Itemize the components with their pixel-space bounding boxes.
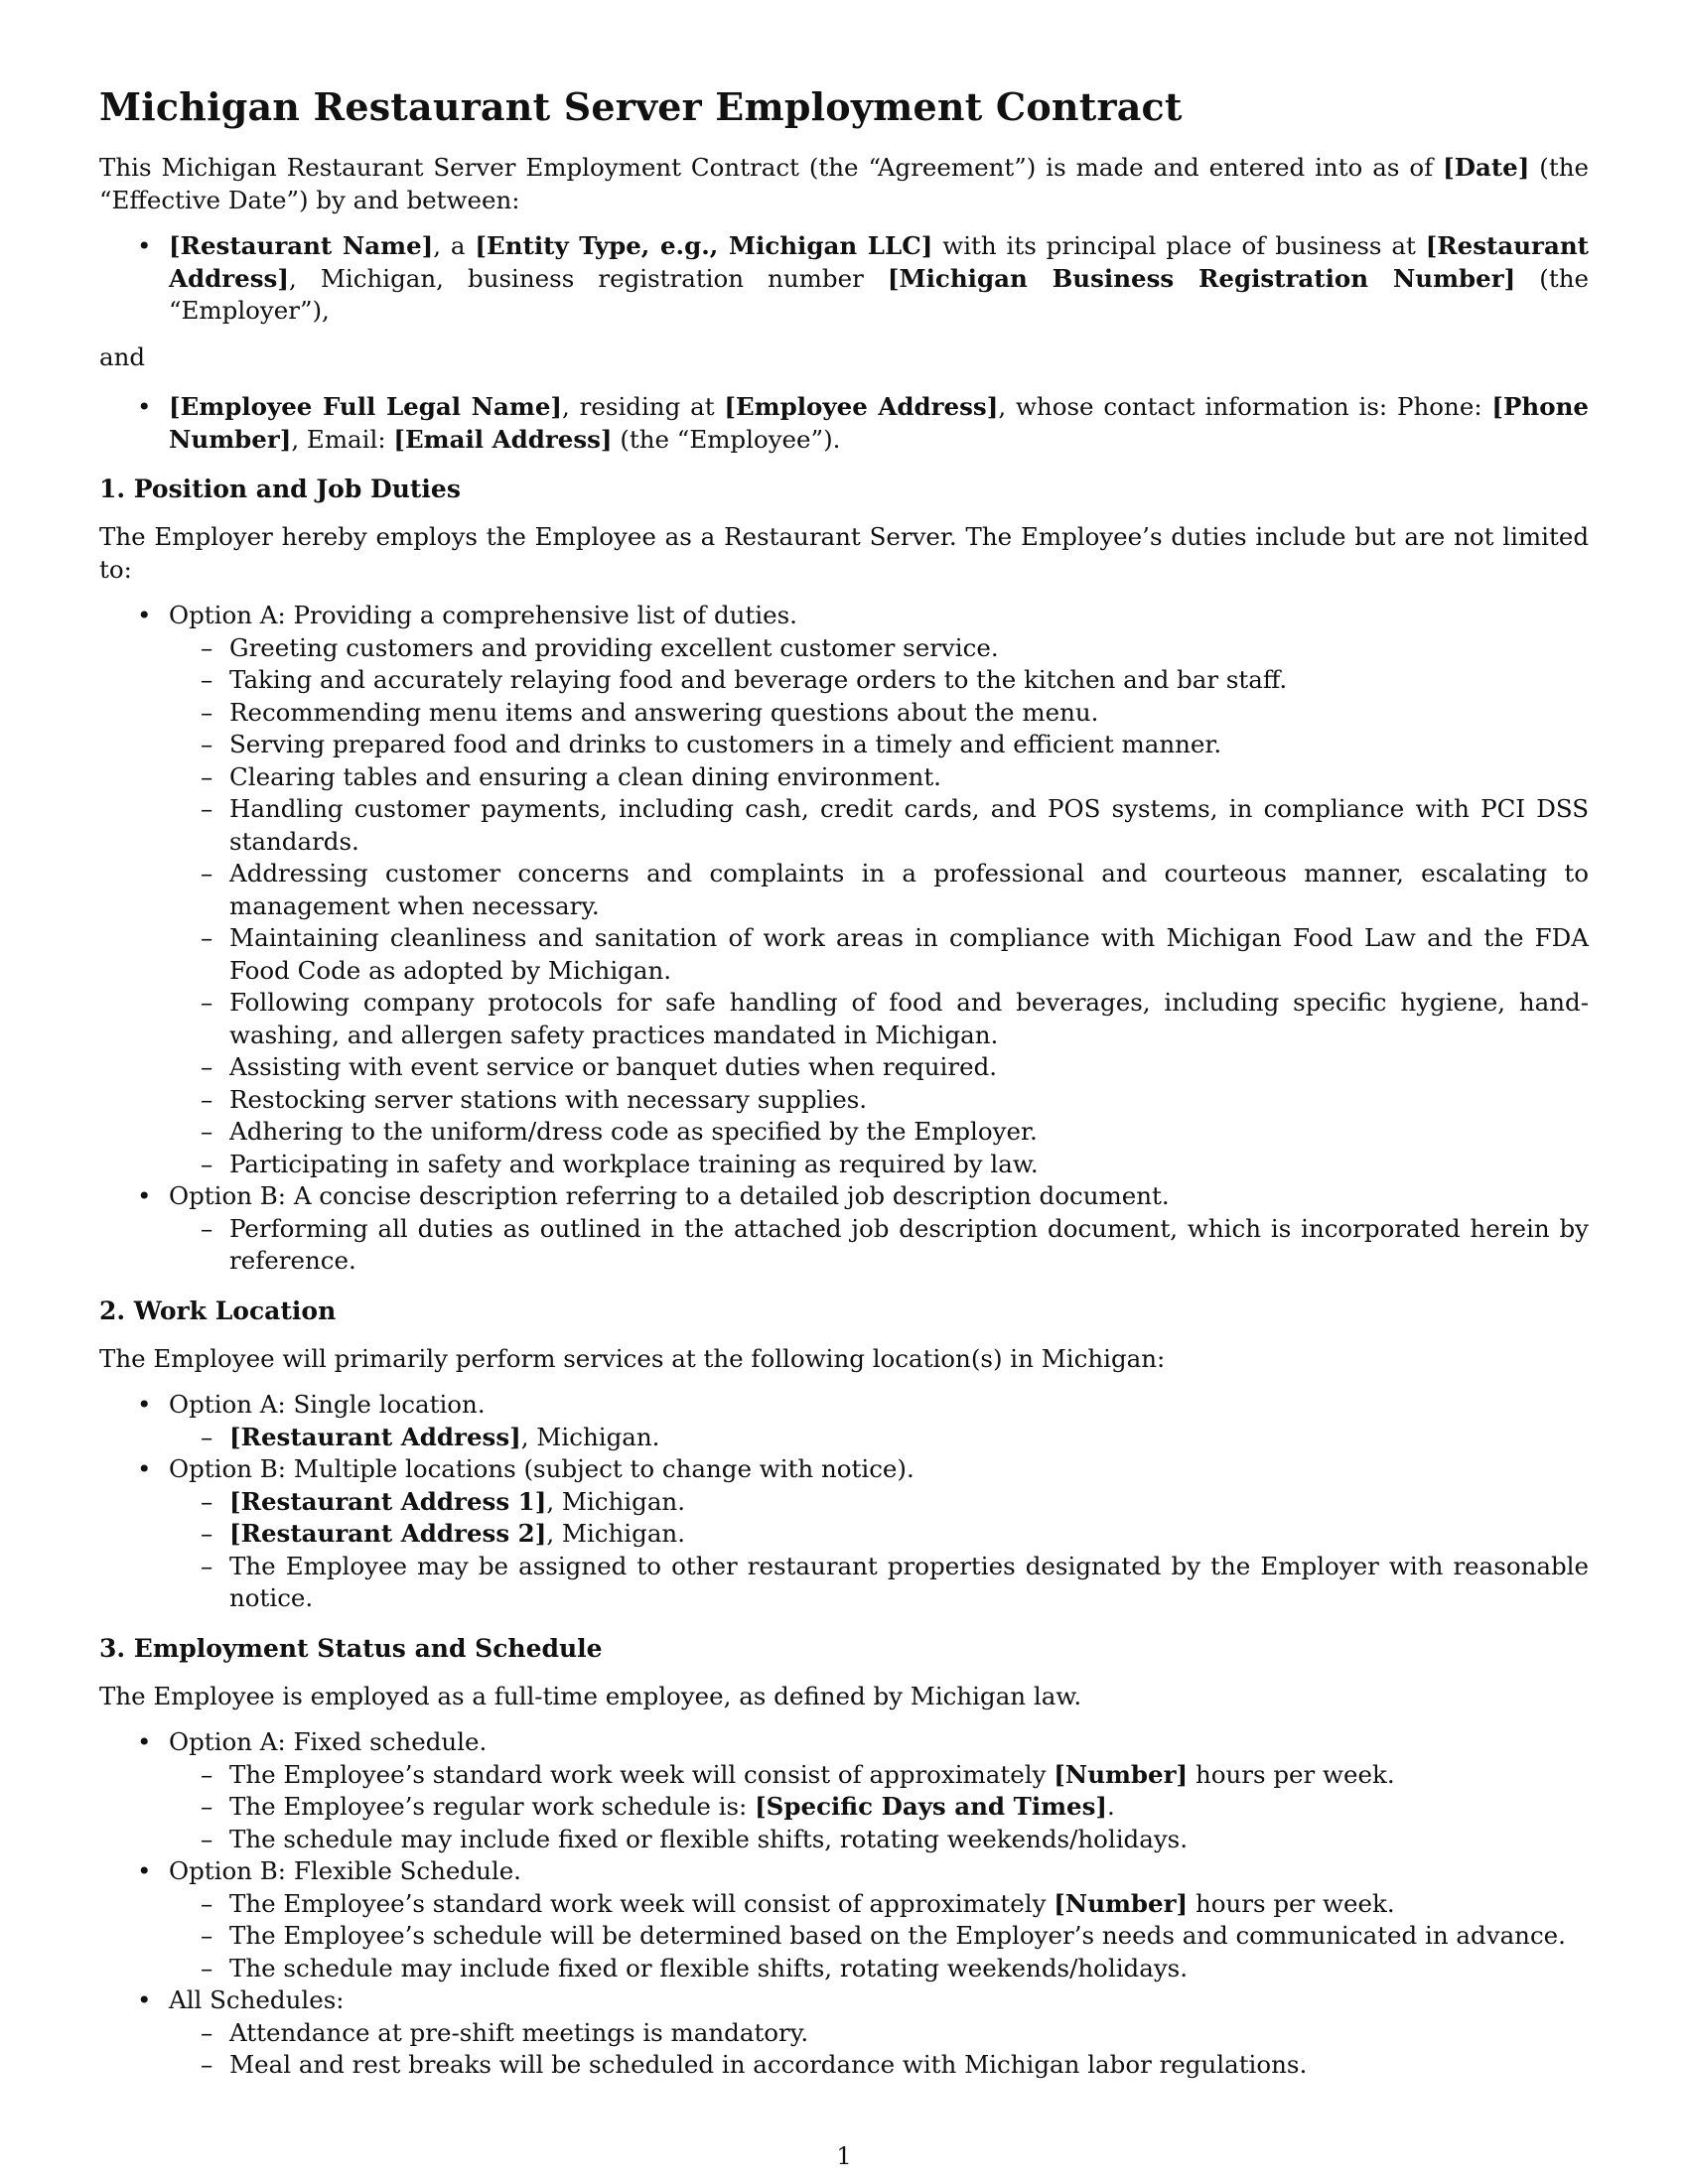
duty-item: – Restocking server stations with necessary supplies.: [169, 1084, 1589, 1117]
option-b-schedule: • Option B: Flexible Schedule. – The Employee’s standard work week will consist of approximately [Number] hours per week. – The Employee’s schedule will be determined based on the Employer’s needs and communicated in advance. – The schedule may include fixed or flexible shifts, rotating weekends/holidays.: [99, 1855, 1589, 1984]
employee-address-placeholder: [Employee Address]: [724, 392, 999, 421]
restaurant-name-placeholder: [Restaurant Name]: [169, 231, 434, 260]
duty-item: – Following company protocols for safe handling of food and beverages, including specific hygiene, hand-washing, and allergen safety practices mandated in Michigan.: [169, 987, 1589, 1051]
duty-item: – Performing all duties as outlined in the attached job description document, which is incorporated herein by reference.: [169, 1213, 1589, 1278]
employer-party: • [Restaurant Name], a [Entity Type, e.g., Michigan LLC] with its principal place of business at [Restaurant Address], Michigan, business registration number [Michigan Business Registration Number] (the “Employer”),: [99, 230, 1589, 328]
hours-number-placeholder: [Number]: [1054, 1888, 1189, 1918]
schedule-item: – The Employee’s regular work schedule is: [Specific Days and Times].: [169, 1791, 1589, 1824]
all-schedules-list: [169, 2017, 1589, 2082]
schedule-item: – Attendance at pre-shift meetings is mandatory.: [169, 2017, 1589, 2050]
section-text-location: The Employee will primarily perform services at the following location(s) in Michigan:: [99, 1343, 1166, 1373]
duties-reference-list: [169, 1213, 1589, 1278]
section-text-schedule: The Employee is employed as a full-time employee, as defined by Michigan law.: [99, 1681, 1082, 1710]
employee-name-placeholder: [Employee Full Legal Name]: [169, 392, 563, 421]
hours-number-placeholder: [Number]: [1054, 1759, 1189, 1789]
party-list-employee: [99, 391, 1589, 456]
schedule-item: – The schedule may include fixed or flexible shifts, rotating weekends/holidays.: [169, 1953, 1589, 1985]
date-placeholder: [Date]: [1443, 153, 1530, 182]
section-heading-location: 2. Work Location: [99, 1296, 337, 1325]
option-a-schedule: • Option A: Fixed schedule. – The Employee’s standard work week will consist of approximately [Number] hours per week. – The Employee’s regular work schedule is: [Specific Days and Times]. – The schedule may include fixed or flexible shifts, rotating weekends/holidays.: [99, 1726, 1589, 1855]
schedule-item: – The schedule may include fixed or flexible shifts, rotating weekends/holidays.: [169, 1824, 1589, 1856]
schedule-options: [99, 1726, 1589, 2082]
duty-item: – Handling customer payments, including cash, credit cards, and POS systems, in compliance with PCI DSS standards.: [169, 793, 1589, 858]
fixed-schedule-list: [169, 1759, 1589, 1856]
location-item: – The Employee may be assigned to other restaurant properties designated by the Employer with reasonable notice.: [169, 1551, 1589, 1615]
restaurant-address-1-placeholder: [Restaurant Address 1]: [229, 1486, 547, 1516]
email-placeholder: [Email Address]: [393, 424, 613, 454]
intro-paragraph: This Michigan Restaurant Server Employment Contract (the “Agreement”) is made and entered into as of [Date] (the “Effective Date”) by and between:: [99, 153, 1589, 214]
option-a-duties: • Option A: Providing a comprehensive list of duties. – Greeting customers and providing excellent customer service. – Taking and accurately relaying food and beverage orders to the kitchen and bar staff. – Recommending menu items and answering questions about the menu. – Serving prepared food and drinks to customers in a timely and efficient manner. – Clearing tables and ensuring a clean dining environment. – Handling customer payments, including cash, credit cards, and POS systems, in compliance with PCI DSS standards. – Addressing customer concerns and complaints in a professional and courteous manner, escalating to management when necessary. – Maintaining cleanliness and sanitation of work areas in compliance with Michigan Food Law and the FDA Food Code as adopted by Michigan. – Following company protocols for safe handling of food and beverages, including specific hygiene, hand-washing, and allergen safety practices mandated in Michigan. – Assisting with event service or banquet duties when required. – Restocking server stations with necessary supplies. – Adhering to the uniform/dress code as specified by the Employer. – Participating in safety and workplace training as required by law.: [99, 600, 1589, 1180]
duty-item: – Adhering to the uniform/dress code as specified by the Employer.: [169, 1116, 1589, 1149]
duty-item: – Recommending menu items and answering questions about the menu.: [169, 697, 1589, 730]
location-options: [99, 1389, 1589, 1615]
duty-item: – Participating in safety and workplace training as required by law.: [169, 1149, 1589, 1181]
entity-type-placeholder: [Entity Type, e.g., Michigan LLC]: [475, 231, 933, 260]
schedule-item: – The Employee’s standard work week will consist of approximately [Number] hours per week.: [169, 1759, 1589, 1792]
all-schedules: • All Schedules: – Attendance at pre-shift meetings is mandatory. – Meal and rest breaks will be scheduled in accordance with Michigan labor regulations.: [99, 1984, 1589, 2082]
duty-item: – Clearing tables and ensuring a clean dining environment.: [169, 761, 1589, 794]
restaurant-address-placeholder: [Restaurant Address]: [169, 231, 1589, 293]
section-text-position: The Employer hereby employs the Employee as a Restaurant Server. The Employee’s duties include but are not limited to:: [99, 522, 1589, 584]
duties-list: [169, 632, 1589, 1181]
schedule-item: – The Employee’s schedule will be determined based on the Employer’s needs and communicated in advance.: [169, 1920, 1589, 1953]
option-a-location: • Option A: Single location. – [Restaurant Address], Michigan.: [99, 1389, 1589, 1453]
section-heading-schedule: 3. Employment Status and Schedule: [99, 1633, 603, 1663]
duty-item: – Addressing customer concerns and complaints in a professional and courteous manner, escalating to management when necessary.: [169, 858, 1589, 922]
duty-item: – Greeting customers and providing excellent customer service.: [169, 632, 1589, 665]
party-list-employer: [99, 230, 1589, 328]
duty-item: – Maintaining cleanliness and sanitation of work areas in compliance with Michigan Food Law and the FDA Food Code as adopted by Michigan.: [169, 922, 1589, 987]
phone-placeholder: [Phone Number]: [169, 392, 1589, 454]
flexible-schedule-list: [169, 1888, 1589, 1985]
employee-party: • [Employee Full Legal Name], residing at [Employee Address], whose contact information is: Phone: [Phone Number], Email: [Email Address] (the “Employee”).: [99, 391, 1589, 456]
schedule-item: – The Employee’s standard work week will consist of approximately [Number] hours per week.: [169, 1888, 1589, 1921]
schedule-item: – Meal and rest breaks will be scheduled in accordance with Michigan labor regulations.: [169, 2049, 1589, 2082]
section-heading-position: 1. Position and Job Duties: [99, 475, 461, 503]
option-b-duties: • Option B: A concise description referring to a detailed job description document. – Performing all duties as outlined in the attached job description document, which is incorporated herein by reference.: [99, 1180, 1589, 1278]
location-item: – [Restaurant Address 1], Michigan.: [169, 1486, 1589, 1519]
days-times-placeholder: [Specific Days and Times]: [755, 1792, 1108, 1821]
duty-item: – Taking and accurately relaying food and beverage orders to the kitchen and bar staff.: [169, 664, 1589, 697]
location-item: – [Restaurant Address 2], Michigan.: [169, 1518, 1589, 1551]
restaurant-address-placeholder: [Restaurant Address]: [229, 1422, 521, 1451]
option-b-location: • Option B: Multiple locations (subject to change with notice). – [Restaurant Address 1], Michigan. – [Restaurant Address 2], Michigan. – The Employee may be assigned to other restaurant properties designated by the Employer with reasonable notice.: [99, 1453, 1589, 1615]
and-connector: and: [99, 341, 146, 371]
single-location-list: [169, 1422, 1589, 1454]
duty-item: – Assisting with event service or banquet duties when required.: [169, 1051, 1589, 1084]
position-options: [99, 600, 1589, 1278]
location-item: – [Restaurant Address], Michigan.: [169, 1422, 1589, 1454]
duty-item: – Serving prepared food and drinks to customers in a timely and efficient manner.: [169, 729, 1589, 761]
page-title: Michigan Restaurant Server Employment Contract: [99, 84, 1183, 129]
contract-page: [99, 84, 1589, 2096]
restaurant-address-2-placeholder: [Restaurant Address 2]: [229, 1519, 547, 1548]
multiple-locations-list: [169, 1486, 1589, 1615]
page-number: 1: [836, 2142, 852, 2170]
registration-number-placeholder: [Michigan Business Registration Number]: [887, 263, 1516, 293]
